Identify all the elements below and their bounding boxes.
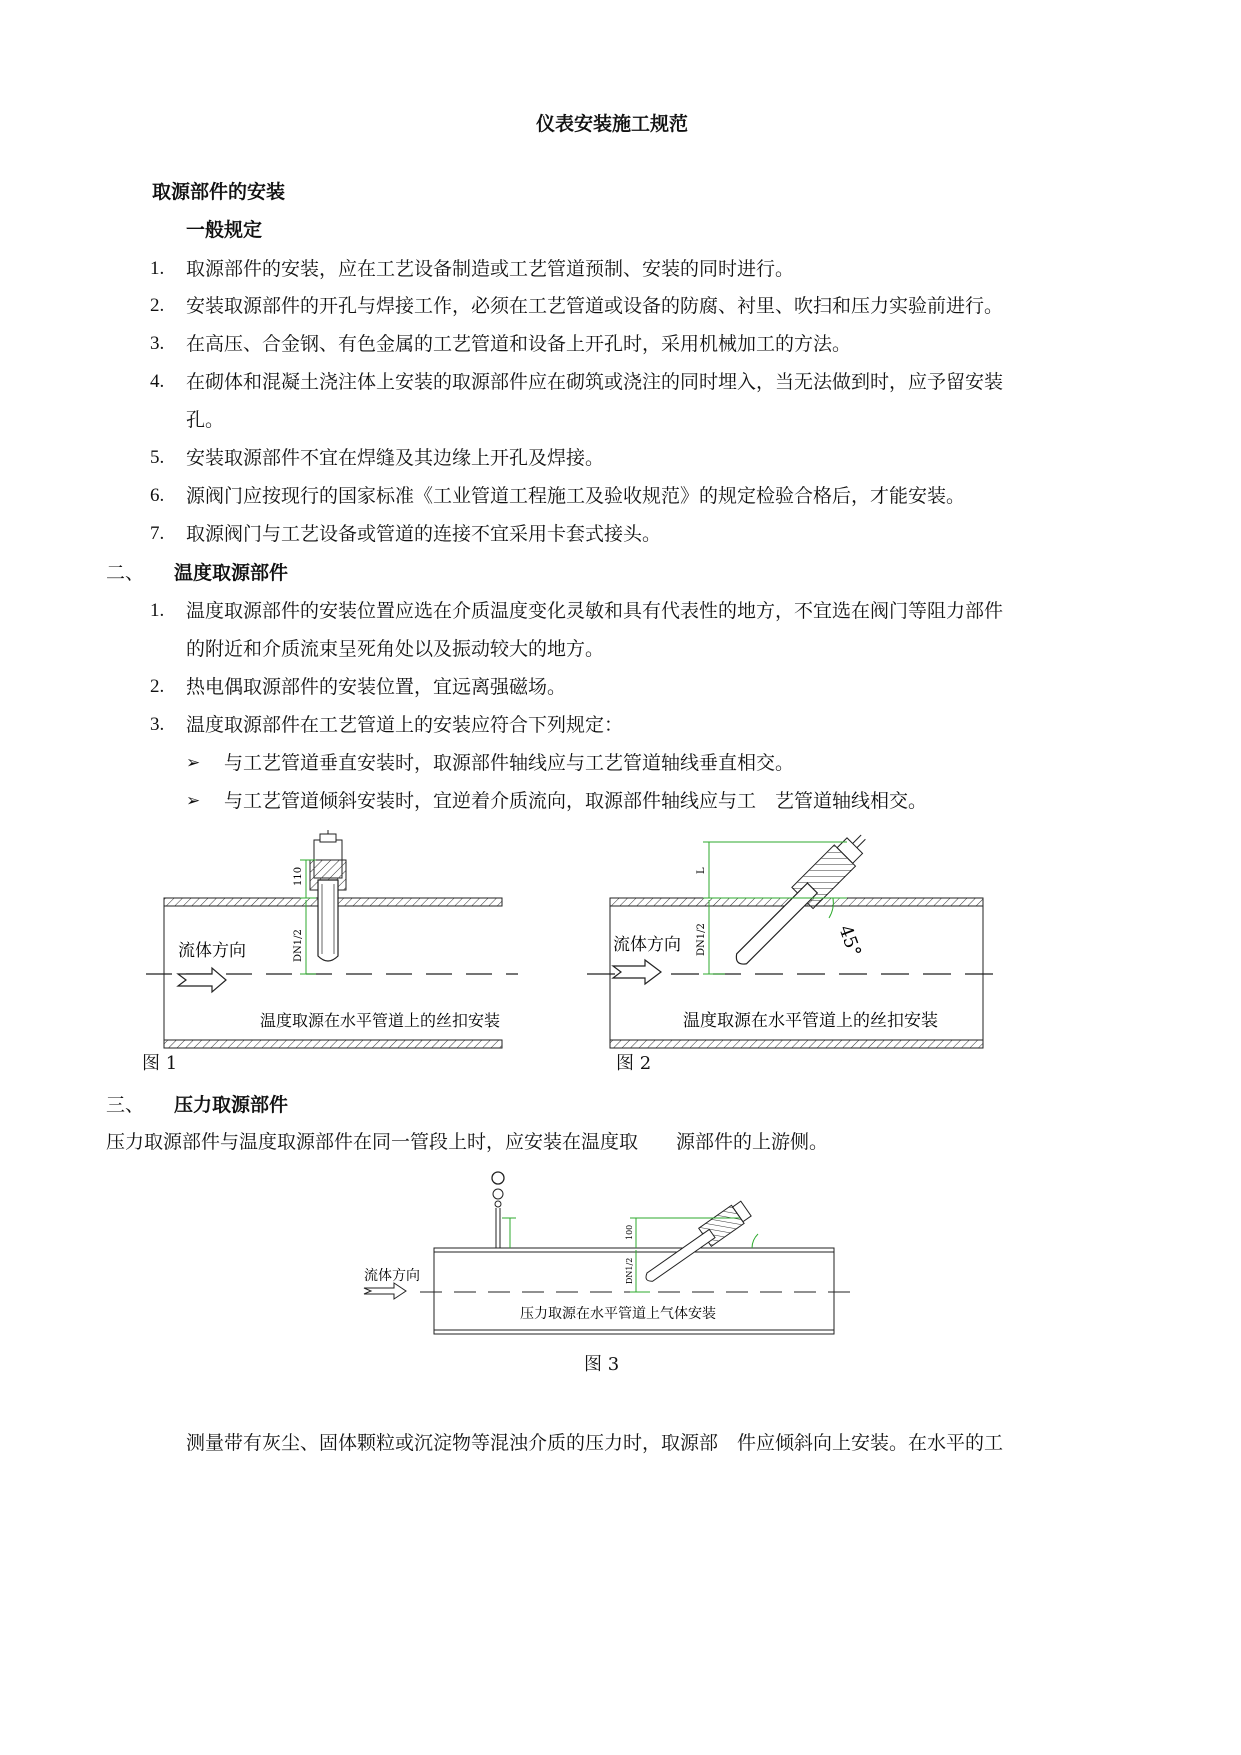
section-number: 二、: [106, 562, 145, 584]
flow-direction-label: 流体方向: [364, 1268, 420, 1284]
list-item-number: 4.: [150, 371, 165, 392]
flow-arrow-icon: [613, 960, 661, 984]
list-item-text: 在砌体和混凝土浇注体上安装的取源部件应在砌筑或浇注的同时埋入，当无法做到时，应予留安装: [186, 371, 1004, 393]
pipe-wall-top: [434, 1248, 834, 1252]
section-heading-temperature: 温度取源部件: [174, 562, 289, 584]
list-item-number: 5.: [150, 447, 165, 468]
list-item-number: 2.: [150, 295, 165, 316]
figure-1-diagram: [140, 830, 530, 1055]
list-item-text: 安装取源部件的开孔与焊接工作，必须在工艺管道或设备的防腐、衬里、吹扫和压力实验前进行。: [186, 295, 1004, 317]
section-heading-source-parts: 取源部件的安装: [152, 181, 286, 203]
list-item-number: 2.: [150, 676, 165, 697]
pipe-wall-bottom: [610, 1040, 983, 1048]
dimension-top-label: 110: [293, 866, 304, 886]
flow-direction-label: 流体方向: [613, 935, 681, 955]
bullet-arrow-icon: ➢: [186, 753, 201, 773]
figure-2-diagram: [585, 830, 1005, 1055]
list-item-number: 1.: [150, 258, 165, 279]
section-heading-pressure: 压力取源部件: [174, 1094, 289, 1116]
bullet-text: 与工艺管道垂直安装时，取源部件轴线应与工艺管道轴线垂直相交。: [224, 752, 795, 774]
flow-arrow-icon: [364, 1283, 406, 1299]
figure-1-label: 图 1: [142, 1053, 178, 1074]
list-item-number: 3.: [150, 714, 165, 735]
flow-arrow-icon: [178, 968, 226, 992]
bullet-arrow-icon: ➢: [186, 791, 201, 811]
list-item-number: 3.: [150, 333, 165, 354]
pressure-paragraph: 压力取源部件与温度取源部件在同一管段上时，应安装在温度取 源部件的上游侧。: [106, 1131, 829, 1153]
thermowell-vertical: [310, 830, 346, 961]
section-number: 三、: [106, 1094, 145, 1116]
list-item-text: 热电偶取源部件的安装位置，宜远离强磁场。: [186, 676, 567, 698]
dimension-top-label: 100: [625, 1224, 634, 1240]
figure-3-diagram: [360, 1168, 860, 1338]
figure-1-inner-caption: 温度取源在水平管道上的丝扣安装: [260, 1011, 501, 1030]
dimension-side-label: DN1/2: [696, 923, 707, 956]
list-item-text: 安装取源部件不宜在焊缝及其边缘上开孔及焊接。: [186, 447, 605, 469]
list-item-text: 温度取源部件在工艺管道上的安装应符合下列规定：: [186, 714, 624, 736]
thermowell-inclined: [640, 1200, 753, 1288]
list-item-text: 温度取源部件的安装位置应选在介质温度变化灵敏和具有代表性的地方，不宜选在阀门等阻力部件: [186, 600, 1004, 622]
bullet-text: 与工艺管道倾斜安装时，宜逆着介质流向，取源部件轴线应与工 艺管道轴线相交。: [224, 790, 928, 812]
figure-3-label: 图 3: [584, 1354, 620, 1375]
list-item-text: 取源阀门与工艺设备或管道的连接不宜采用卡套式接头。: [186, 523, 662, 545]
page-title: 仪表安装施工规范: [536, 113, 689, 135]
list-item-number: 7.: [150, 523, 165, 544]
dimension-side-label: DN1/2: [293, 929, 304, 962]
list-item-text: 源阀门应按现行的国家标准《工业管道工程施工及验收规范》的规定检验合格后，才能安装。: [186, 485, 966, 507]
figure-3-inner-caption: 压力取源在水平管道上气体安装: [520, 1306, 716, 1322]
list-item-text: 在高压、合金钢、有色金属的工艺管道和设备上开孔时，采用机械加工的方法。: [186, 333, 852, 355]
list-item-number: 1.: [150, 600, 165, 621]
list-item-continuation: 的附近和介质流束呈死角处以及振动较大的地方。: [186, 638, 605, 660]
pressure-gauge-icon: [492, 1172, 504, 1248]
figure-2-label: 图 2: [616, 1053, 652, 1074]
angle-label: 45°: [834, 922, 865, 960]
list-item-text: 取源部件的安装，应在工艺设备制造或工艺管道预制、安装的同时进行。: [186, 258, 795, 280]
list-item-number: 6.: [150, 485, 165, 506]
list-item-continuation: 孔。: [186, 409, 225, 431]
pipe-wall-bottom: [164, 1040, 502, 1048]
subheading-general-rules: 一般规定: [186, 219, 263, 241]
figure-2-inner-caption: 温度取源在水平管道上的丝扣安装: [683, 1011, 938, 1031]
dimension-side-label: DN1/2: [625, 1257, 634, 1284]
final-paragraph: 测量带有灰尘、固体颗粒或沉淀物等混浊介质的压力时，取源部 件应倾斜向上安装。在水平的工: [186, 1432, 1004, 1454]
flow-direction-label: 流体方向: [178, 941, 246, 961]
dimension-top-label: L: [696, 867, 707, 874]
pipe-wall-bottom: [434, 1330, 834, 1334]
